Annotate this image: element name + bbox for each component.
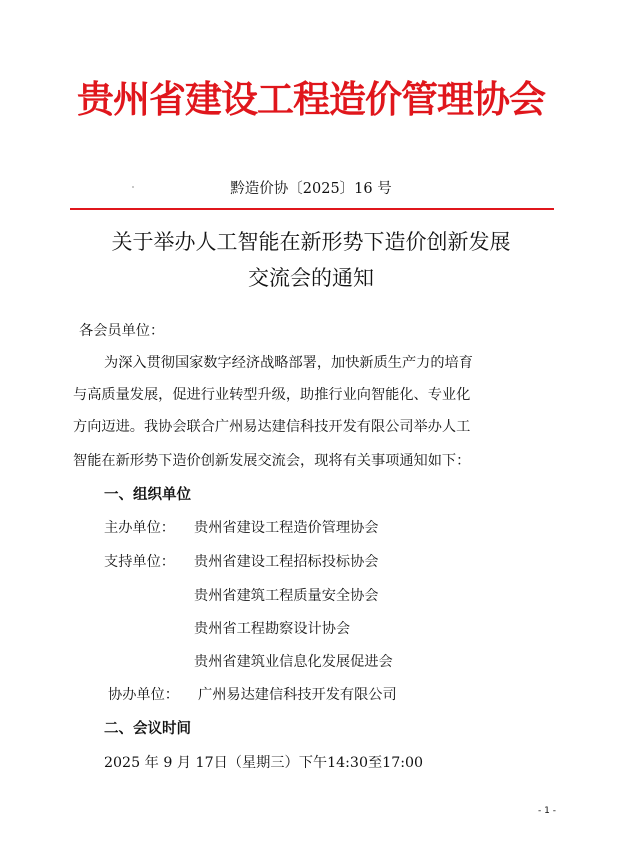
notice-title-line-1: 关于举办人工智能在新形势下造价创新发展 <box>111 230 511 254</box>
support-value-2: 贵州省建筑工程质量安全协会 <box>194 588 379 604</box>
support-label: 支持单位： <box>104 554 175 570</box>
document-number: 黔造价协〔2025〕16 号 <box>230 181 392 197</box>
section-heading-meeting-time: 二、会议时间 <box>104 721 191 737</box>
host-label: 主办单位： <box>104 520 175 536</box>
page-number: - 1 - <box>538 806 556 816</box>
notice-title-line-2: 交流会的通知 <box>248 266 374 290</box>
intro-line-1: 为深入贯彻国家数字经济战略部署，加快新质生产力的培育 <box>104 355 473 371</box>
meeting-time: 2025 年 9 月 17日（星期三）下午14:30至17:00 <box>104 755 424 771</box>
intro-line-2: 与高质量发展，促进行业转型升级，助推行业向智能化、专业化 <box>73 387 471 403</box>
support-value-4: 贵州省建筑业信息化发展促进会 <box>194 654 393 670</box>
co-organizer-label: 协办单位： <box>108 687 179 703</box>
organization-letterhead: 贵州省建设工程造价管理协会 <box>77 77 545 121</box>
intro-line-3: 方向迈进。我协会联合广州易达建信科技开发有限公司举办人工 <box>73 419 471 435</box>
section-heading-organizers: 一、组织单位 <box>104 487 191 503</box>
support-value-3: 贵州省工程勘察设计协会 <box>194 621 351 637</box>
intro-line-4: 智能在新形势下造价创新发展交流会，现将有关事项通知如下： <box>73 453 471 469</box>
red-divider-line <box>70 208 554 210</box>
support-value-1: 贵州省建设工程招标投标协会 <box>194 554 379 570</box>
co-organizer-value: 广州易达建信科技开发有限公司 <box>198 687 397 703</box>
notice-title <box>30 224 592 296</box>
host-value: 贵州省建设工程造价管理协会 <box>194 520 379 536</box>
salutation: 各会员单位： <box>79 323 165 339</box>
